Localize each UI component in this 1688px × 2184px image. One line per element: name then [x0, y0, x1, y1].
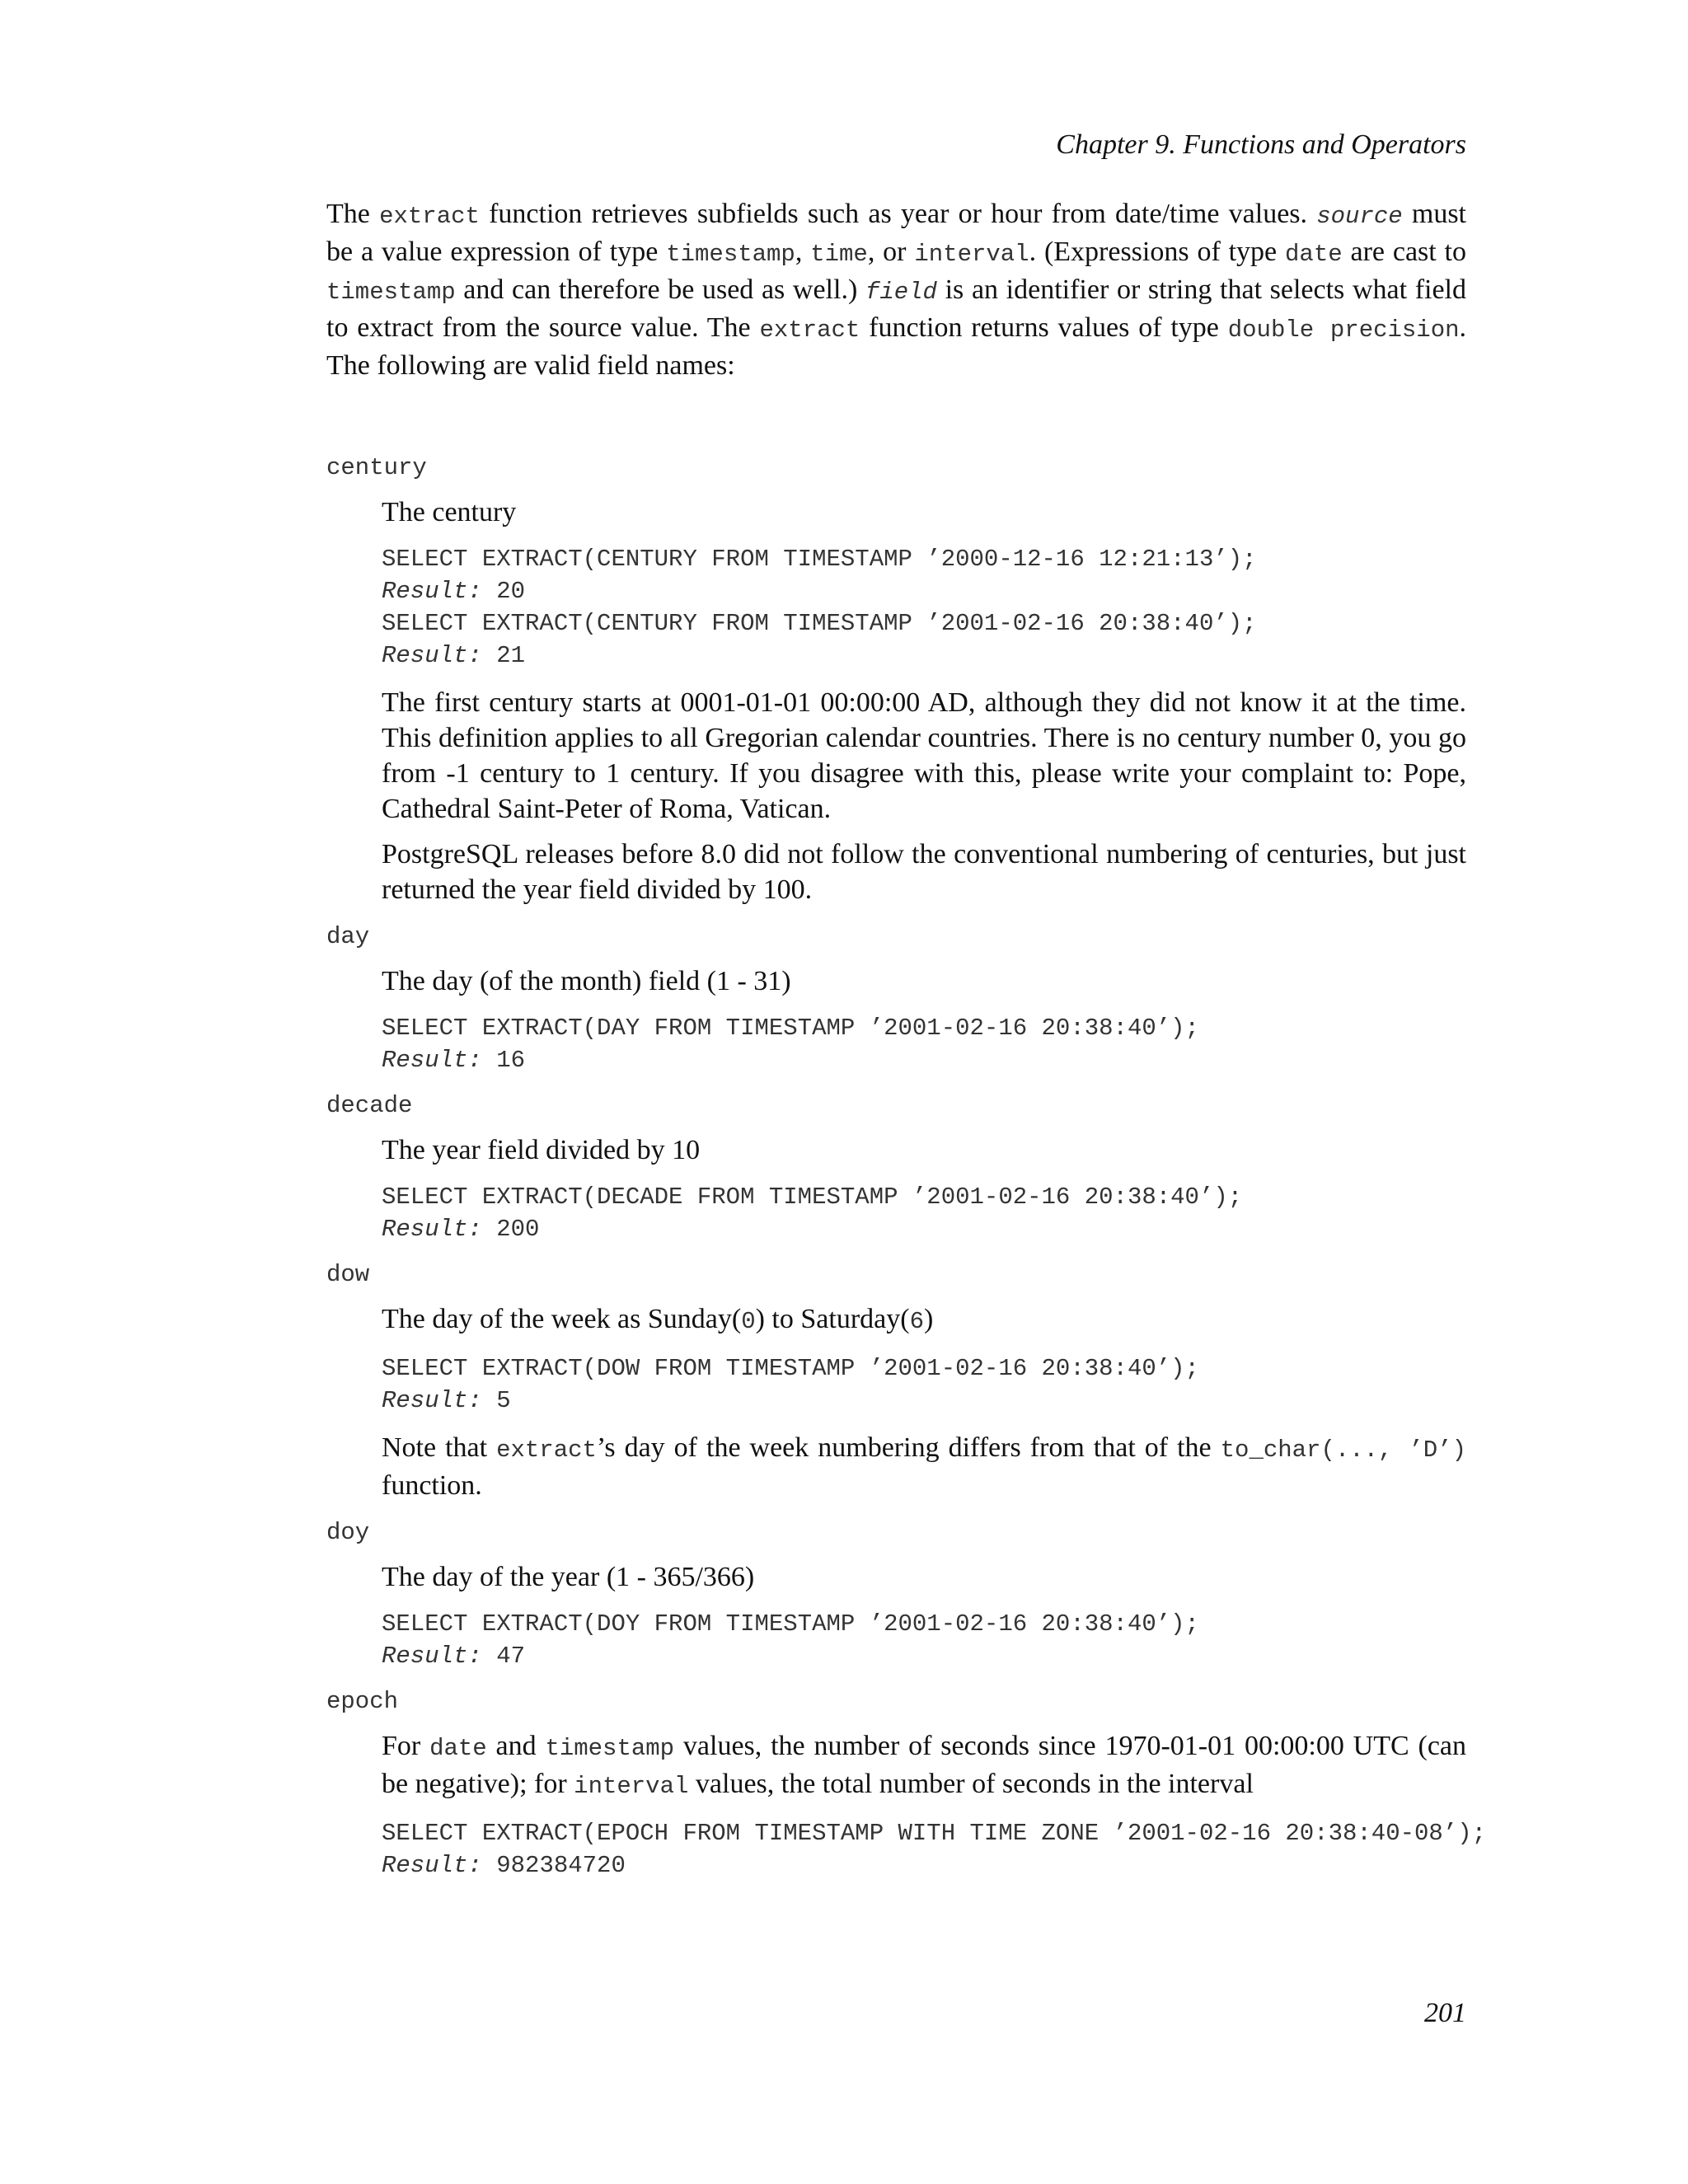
result-value: 16	[496, 1047, 526, 1074]
code-example	[382, 1817, 1487, 1882]
page-number: 201	[1424, 1998, 1466, 2028]
inline-code: double precision	[1227, 316, 1460, 344]
text: is an identifier or string that selects what field to extract from the source value. The	[326, 274, 1466, 343]
description	[382, 1301, 1466, 1339]
text: The	[326, 199, 380, 229]
description: The day of the year (1 - 365/366)	[382, 1562, 755, 1592]
code-example	[382, 1608, 1466, 1672]
result-label: Result:	[382, 1852, 482, 1879]
result-label: Result:	[382, 1643, 482, 1670]
text: ,	[795, 237, 811, 267]
text: . The following are valid field names:	[326, 312, 1467, 381]
query-line: SELECT EXTRACT(DAY FROM TIMESTAMP ’2001-02-16 20:38:40’);	[382, 1015, 1199, 1042]
text: and	[486, 1731, 546, 1761]
result-value: 5	[496, 1387, 511, 1414]
intro-paragraph	[326, 196, 1466, 383]
result-value: 20	[496, 578, 526, 605]
entry-epoch	[382, 1728, 1487, 1882]
result-value: 47	[496, 1643, 526, 1670]
result-label: Result:	[382, 1047, 482, 1074]
running-header: Chapter 9. Functions and Operators	[1056, 129, 1466, 160]
result-label: Result:	[382, 578, 482, 605]
code-example	[382, 1181, 1466, 1245]
text: Note that	[382, 1432, 497, 1463]
note-paragraph: The first century starts at 0001-01-01 00:00:00 AD, although they did not know it at the time. This definition applies to all Gregorian calendar countries. There is no century number 0, you go from -1 century to 1 century. If you disagree with this, please write your complaint to: Pope, Cathedral Saint-Peter of Roma, Vatican.	[382, 687, 1466, 824]
term-day: day	[326, 923, 370, 950]
inline-code: to_char(..., ’D’)	[1220, 1436, 1466, 1464]
inline-variable: source	[1316, 203, 1403, 230]
text: are cast to	[1342, 237, 1467, 267]
result-label: Result:	[382, 642, 482, 669]
text: must be a value expression of type	[326, 199, 1467, 267]
description: The year field divided by 10	[382, 1135, 701, 1165]
term-decade: decade	[326, 1092, 413, 1119]
inline-code: extract	[496, 1436, 597, 1464]
result-value: 200	[496, 1216, 540, 1243]
text: )	[923, 1304, 934, 1334]
entry-decade	[382, 1132, 1466, 1245]
query-line: SELECT EXTRACT(DOW FROM TIMESTAMP ’2001-02-16 20:38:40’);	[382, 1355, 1199, 1382]
text: ) to Saturday(	[755, 1304, 910, 1334]
text: function retrieves subfields such as year or hour from date/time values.	[479, 199, 1317, 229]
result-value: 982384720	[496, 1852, 626, 1879]
term-doy: doy	[326, 1519, 370, 1546]
description: The century	[382, 497, 517, 527]
code-example	[382, 1012, 1466, 1076]
term-dow: dow	[326, 1261, 370, 1288]
inline-code: date	[1285, 241, 1343, 268]
text: ’s day of the week numbering differs from that of the	[596, 1432, 1221, 1463]
note-paragraph	[382, 1430, 1466, 1503]
result-label: Result:	[382, 1216, 482, 1243]
term-century: century	[326, 454, 427, 481]
description: The day (of the month) field (1 - 31)	[382, 966, 791, 996]
inline-code: timestamp	[545, 1735, 675, 1762]
inline-variable: field	[865, 279, 937, 306]
query-line: SELECT EXTRACT(CENTURY FROM TIMESTAMP ’2000-12-16 12:21:13’);	[382, 546, 1257, 573]
query-line: SELECT EXTRACT(EPOCH FROM TIMESTAMP WITH TIME ZONE ’2001-02-16 20:38:40-08’);	[382, 1820, 1487, 1847]
text: and can therefore be used as well.)	[455, 274, 865, 305]
inline-code: 0	[741, 1308, 756, 1335]
inline-code: interval	[914, 241, 1029, 268]
text: For	[382, 1731, 430, 1761]
query-line: SELECT EXTRACT(DECADE FROM TIMESTAMP ’2001-02-16 20:38:40’);	[382, 1183, 1243, 1211]
inline-code: timestamp	[666, 241, 795, 268]
code-example	[382, 543, 1466, 672]
text: function.	[382, 1470, 482, 1501]
inline-code: timestamp	[326, 279, 456, 306]
term-epoch: epoch	[326, 1688, 399, 1715]
entry-day	[382, 963, 1466, 1076]
code-example	[382, 1352, 1466, 1417]
entry-century	[382, 494, 1466, 907]
inline-code: time	[810, 241, 868, 268]
inline-code: extract	[379, 203, 480, 230]
inline-code: interval	[574, 1773, 689, 1800]
text: values, the total number of seconds in the interval	[688, 1769, 1254, 1799]
text: , or	[867, 237, 915, 267]
entry-dow	[382, 1301, 1466, 1503]
query-line: SELECT EXTRACT(DOY FROM TIMESTAMP ’2001-02-16 20:38:40’);	[382, 1610, 1199, 1638]
text: . (Expressions of type	[1029, 237, 1286, 267]
result-label: Result:	[382, 1387, 482, 1414]
field-list	[326, 452, 1487, 1882]
query-line: SELECT EXTRACT(CENTURY FROM TIMESTAMP ’2001-02-16 20:38:40’);	[382, 610, 1257, 637]
result-value: 21	[496, 642, 526, 669]
text: function returns values of type	[860, 312, 1228, 343]
text: values, the number of seconds since 1970-01-01 00:00:00 UTC (can be negative); for	[382, 1731, 1466, 1799]
inline-code: extract	[759, 316, 860, 344]
page-content	[326, 196, 1487, 1895]
note-paragraph: PostgreSQL releases before 8.0 did not follow the conventional numbering of centuries, but just returned the year field divided by 100.	[382, 839, 1466, 905]
inline-code: 6	[909, 1308, 924, 1335]
text: The day of the week as Sunday(	[382, 1304, 742, 1334]
inline-code: date	[429, 1735, 487, 1762]
description	[382, 1728, 1466, 1804]
entry-doy	[382, 1559, 1466, 1672]
